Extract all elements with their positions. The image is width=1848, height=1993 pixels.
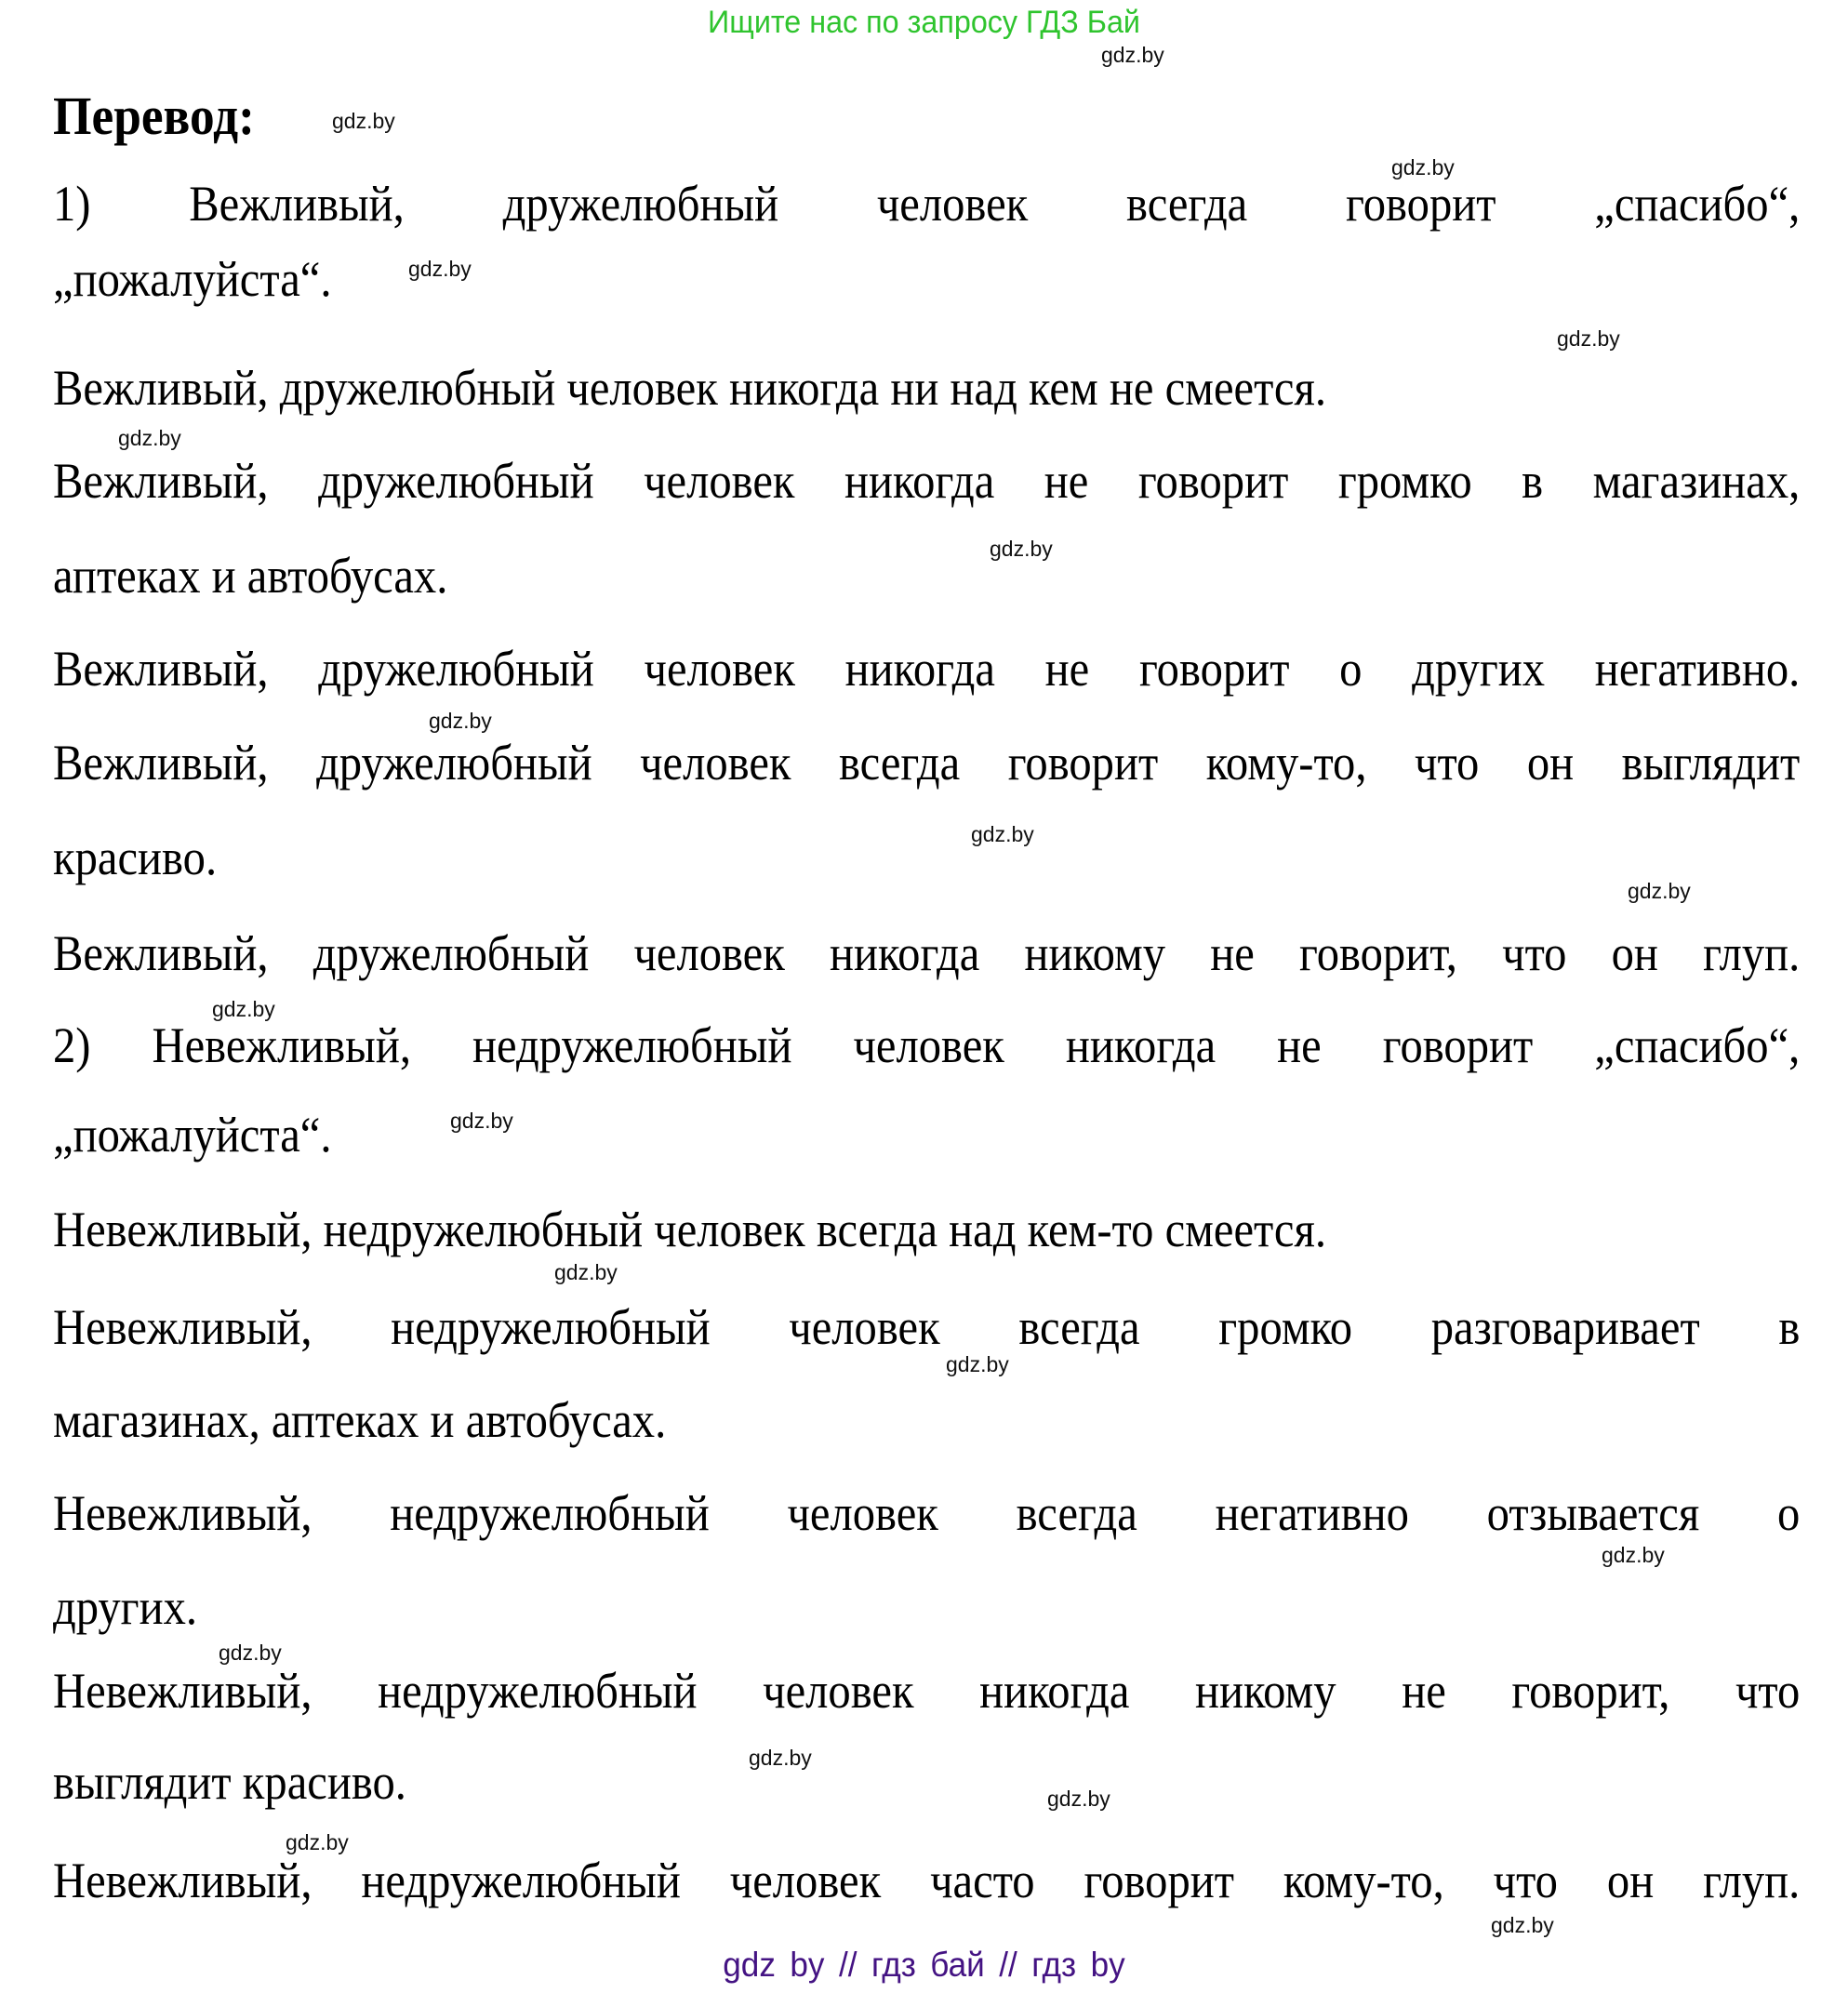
text-line-11: „пожалуйста“. (53, 1107, 332, 1163)
page-title: Перевод: (53, 86, 255, 146)
text-line-15: Невежливый, недружелюбный человек всегда негативно отзывается о (53, 1485, 1801, 1541)
text-line-9: Вежливый, дружелюбный человек никогда никому не говорит, что он глуп. (53, 925, 1801, 981)
text-line-6: Вежливый, дружелюбный человек никогда не говорит о других негативно. (53, 641, 1801, 697)
gdz-watermark: gdz.by (1602, 1543, 1665, 1567)
text-line-12: Невежливый, недружелюбный человек всегда над кем-то смеется. (53, 1202, 1326, 1257)
text-line-17: Невежливый, недружелюбный человек никогда никому не говорит, что (53, 1663, 1801, 1719)
gdz-watermark: gdz.by (1628, 879, 1691, 903)
gdz-watermark: gdz.by (286, 1830, 349, 1854)
text-line-3: Вежливый, дружелюбный человек никогда ни над кем не смеется. (53, 360, 1326, 416)
text-line-4: Вежливый, дружелюбный человек никогда не говорит громко в магазинах, (53, 453, 1801, 509)
gdz-watermark: gdz.by (332, 109, 395, 133)
gdz-watermark: gdz.by (212, 997, 275, 1021)
gdz-watermark: gdz.by (1047, 1787, 1110, 1811)
gdz-watermark: gdz.by (946, 1352, 1009, 1376)
text-line-19: Невежливый, недружелюбный человек часто говорит кому-то, что он глуп. (53, 1853, 1801, 1908)
promo-banner: Ищите нас по запросу ГДЗ Бай (708, 5, 1140, 40)
text-line-1: 1) Вежливый, дружелюбный человек всегда говорит „спасибо“, (53, 176, 1801, 232)
text-line-10: 2) Невежливый, недружелюбный человек никогда не говорит „спасибо“, (53, 1017, 1801, 1073)
gdz-watermark: gdz.by (1101, 43, 1164, 67)
gdz-watermark: gdz.by (450, 1109, 513, 1133)
text-line-16: других. (53, 1579, 198, 1635)
text-line-5: аптеках и автобусах. (53, 548, 448, 604)
gdz-watermark: gdz.by (990, 537, 1053, 561)
text-line-8: красиво. (53, 830, 218, 885)
text-line-14: магазинах, аптеках и автобусах. (53, 1392, 667, 1448)
gdz-watermark: gdz.by (219, 1641, 282, 1665)
gdz-watermark: gdz.by (554, 1260, 618, 1284)
site-footer: gdz by // гдз бай // гдз by (723, 1946, 1125, 1984)
gdz-watermark: gdz.by (429, 709, 492, 733)
gdz-watermark: gdz.by (408, 257, 472, 281)
gdz-watermark: gdz.by (1557, 326, 1620, 351)
gdz-watermark: gdz.by (118, 426, 181, 450)
text-line-7: Вежливый, дружелюбный человек всегда говорит кому-то, что он выглядит (53, 735, 1801, 791)
gdz-watermark: gdz.by (1391, 155, 1455, 179)
gdz-watermark: gdz.by (971, 822, 1034, 846)
text-line-13: Невежливый, недружелюбный человек всегда громко разговаривает в (53, 1299, 1801, 1355)
gdz-watermark: gdz.by (1491, 1913, 1554, 1937)
gdz-watermark: gdz.by (749, 1746, 812, 1770)
text-line-18: выглядит красиво. (53, 1754, 406, 1810)
text-line-2: „пожалуйста“. (53, 251, 332, 307)
